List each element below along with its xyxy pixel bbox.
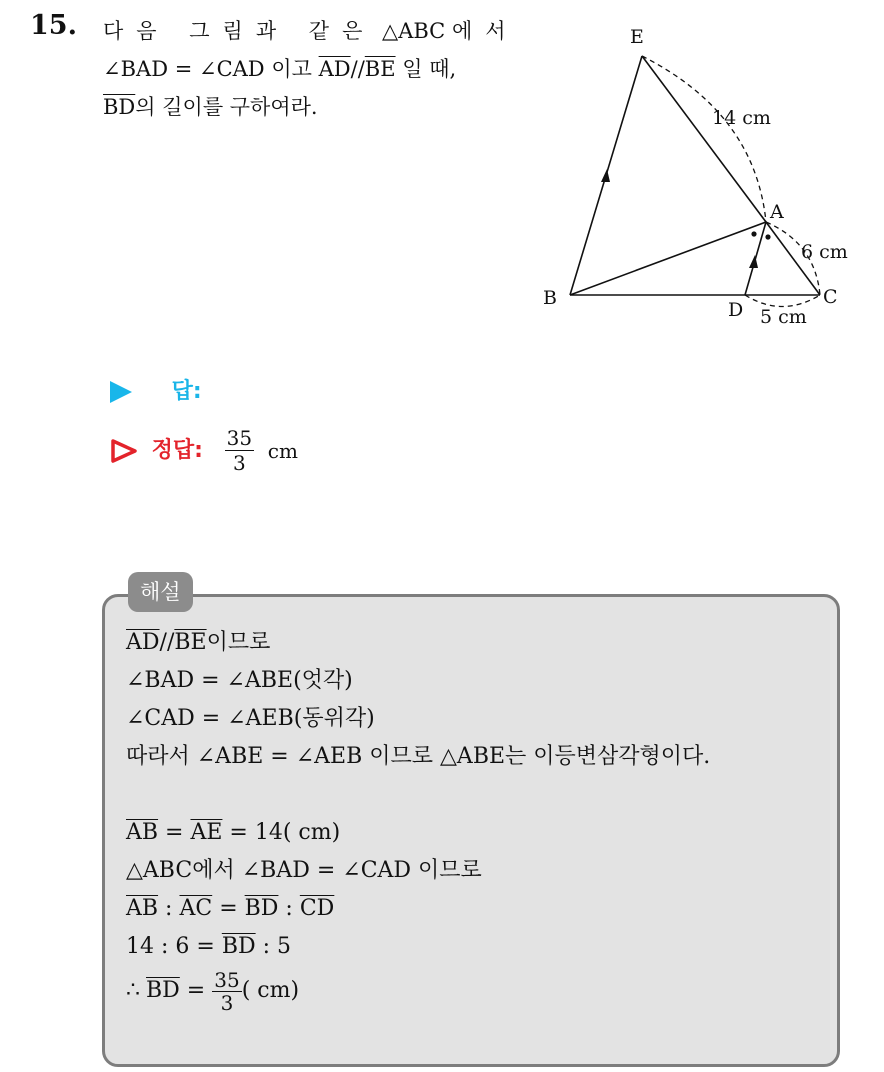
parallel-arrow-be xyxy=(601,169,610,182)
text: 이므로 xyxy=(206,630,271,655)
text: = 14( cm) xyxy=(222,820,341,845)
answer-row xyxy=(110,374,202,405)
label-b: B xyxy=(543,287,557,309)
explanation-line-10 xyxy=(126,966,826,1016)
length-ac: 6 cm xyxy=(801,241,848,263)
question-ask: 의 길이를 구하여라. xyxy=(135,95,318,119)
fraction-denominator: 3 xyxy=(233,451,246,475)
explanation-line-7: △ABC에서 ∠BAD = ∠CAD 이므로 xyxy=(126,858,482,883)
length-ae: 14 cm xyxy=(712,107,771,129)
segment-ab: $\overline{AB}$ xyxy=(126,896,159,921)
question-number: 15. xyxy=(30,10,77,41)
segment-cd: $\overline{CD}$ xyxy=(299,896,335,921)
text: : xyxy=(158,896,180,921)
explanation-tab: 해설 xyxy=(128,572,193,612)
text: : 5 xyxy=(255,934,292,959)
segment-be: $\overline{BE}$ xyxy=(174,630,207,655)
explanation-line-4: 따라서 ∠ABE = ∠AEB 이므로 △ABE는 이등변삼각형이다. xyxy=(126,744,711,769)
segment-ba-line xyxy=(570,222,766,295)
result-unit: ( cm) xyxy=(241,978,300,1003)
explanation-line-2: ∠BAD = ∠ABE(엇각) xyxy=(126,668,353,693)
parallel-sign: // xyxy=(350,57,365,81)
correct-answer-label: 정답: xyxy=(151,437,203,463)
angle-dot-2 xyxy=(765,234,770,239)
triangle-figure xyxy=(530,18,860,338)
hollow-arrow-icon xyxy=(110,438,138,464)
segment-bd: $\overline{BD}$ xyxy=(103,95,136,119)
segment-bd: $\overline{BD}$ xyxy=(244,896,279,921)
answer-arrow-icon xyxy=(110,381,132,403)
condition-angle: ∠BAD = ∠CAD xyxy=(103,57,265,81)
explanation-blank xyxy=(126,776,826,814)
answer-label: 답: xyxy=(171,379,202,404)
label-d: D xyxy=(728,299,744,321)
arc-dc xyxy=(745,295,820,307)
text: : xyxy=(278,896,300,921)
segment-bd: $\overline{BD}$ xyxy=(221,934,256,959)
question-intro-end: 에서 xyxy=(451,19,519,43)
fraction-numerator: 35 xyxy=(226,426,253,450)
segment-bd: $\overline{BD}$ xyxy=(146,978,180,1003)
segment-be: $\overline{BE}$ xyxy=(364,57,396,81)
angle-dot-1 xyxy=(751,231,756,236)
segment-ea-line xyxy=(642,56,766,222)
segment-ac: $\overline{AC}$ xyxy=(179,896,213,921)
condition-end: 일 때, xyxy=(402,57,457,81)
explanation-line-6 xyxy=(126,814,826,852)
segment-ab: $\overline{AB}$ xyxy=(126,820,159,845)
explanation-content xyxy=(126,624,826,1016)
question-text xyxy=(103,12,533,126)
therefore-sign: ∴ xyxy=(126,978,140,1003)
explanation-line-3: ∠CAD = ∠AEB(동위각) xyxy=(126,706,375,731)
explanation-line-9 xyxy=(126,928,826,966)
segment-ad: $\overline{AD}$ xyxy=(318,57,351,81)
length-dc: 5 cm xyxy=(760,306,807,328)
label-a: A xyxy=(770,201,784,223)
parallel-sign: // xyxy=(159,630,175,655)
condition-join: 이고 xyxy=(271,57,312,81)
text: = xyxy=(212,896,245,921)
explanation-line-8 xyxy=(126,890,826,928)
label-e: E xyxy=(630,26,644,48)
text: = xyxy=(158,820,191,845)
fraction-numerator: 35 xyxy=(214,967,240,992)
answer-unit: cm xyxy=(267,438,298,463)
segment-ad: $\overline{AD}$ xyxy=(126,630,160,655)
explanation-line-1 xyxy=(126,624,826,662)
text: = xyxy=(179,978,213,1003)
text: 14 : 6 = xyxy=(126,934,222,959)
triangle-abc: △ABC xyxy=(382,19,446,43)
fraction-denominator: 3 xyxy=(220,990,234,1015)
correct-answer-row xyxy=(110,426,298,475)
segment-ae: $\overline{AE}$ xyxy=(190,820,223,845)
label-c: C xyxy=(823,286,838,308)
correct-answer-fraction xyxy=(225,426,254,475)
question-intro: 다음 그림과 같은 xyxy=(103,19,376,43)
result-fraction xyxy=(212,969,241,1014)
